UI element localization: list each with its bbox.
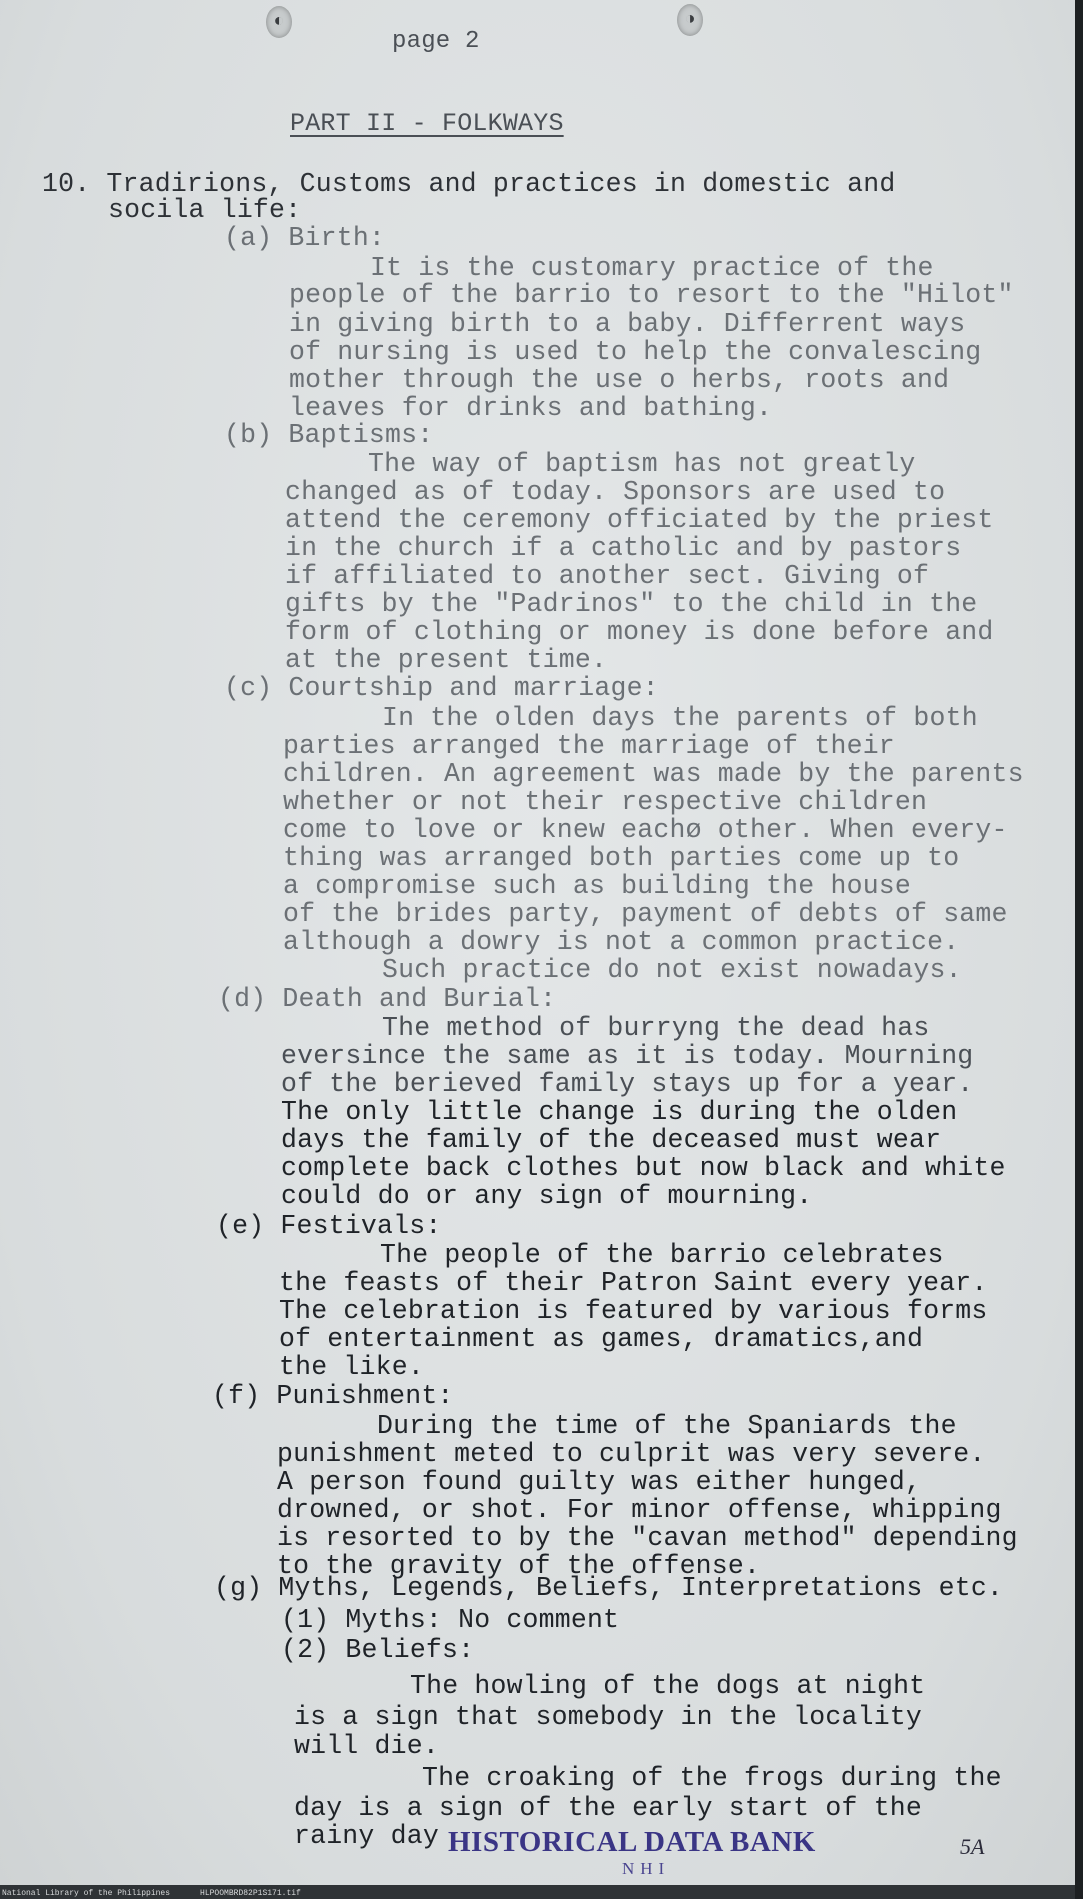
text-line: could do or any sign of mourning. — [281, 1181, 813, 1211]
text-line: A person found guilty was either hunged, — [277, 1467, 922, 1497]
text-line: The only little change is during the olden — [281, 1097, 958, 1127]
text-line: The celebration is featured by various forms — [279, 1296, 988, 1326]
text-line: although a dowry is not a common practice. — [283, 927, 960, 957]
text-line: The croaking of the frogs during the — [422, 1763, 1002, 1793]
text-line: of the brides party, payment of debts of same — [283, 899, 1008, 929]
text-line: attend the ceremony officiated by the priest — [285, 505, 994, 535]
text-line: mother through the use o herbs, roots and — [289, 365, 950, 395]
text-line: is a sign that somebody in the locality — [294, 1702, 923, 1732]
text-line: whether or not their respective children — [283, 787, 928, 817]
page-title: PART II - FOLKWAYS — [290, 109, 564, 138]
text-line: changed as of today. Sponsors are used to — [285, 477, 946, 507]
text-line: in the church if a catholic and by pastors — [285, 533, 962, 563]
text-line: of the berieved family stays up for a year. — [281, 1069, 974, 1099]
footer-filename: HLPOOMBRD82P1S171.tif — [200, 1889, 301, 1898]
punch-hole-icon: ◐ — [266, 6, 292, 38]
archive-stamp: HISTORICAL DATA BANK — [448, 1826, 816, 1858]
text-line: at the present time. — [285, 645, 608, 675]
section-heading: (d) Death and Burial: — [218, 984, 557, 1014]
section-heading: (c) Courtship and marriage: — [224, 673, 659, 703]
text-line: The way of baptism has not greatly — [368, 449, 916, 479]
text-line: punishment meted to culprit was very severe. — [277, 1439, 986, 1469]
text-line: (1) Myths: No comment — [281, 1605, 620, 1635]
text-line: In the olden days the parents of both — [382, 703, 978, 733]
text-line: will die. — [294, 1731, 439, 1761]
text-line: 10. Tradirions, Customs and practices in domestic and — [42, 169, 896, 199]
text-line: Such practice do not exist nowadays. — [382, 955, 962, 985]
text-line: of entertainment as games, dramatics,and — [279, 1324, 924, 1354]
text-line: drowned, or shot. For minor offense, whipping — [277, 1495, 1002, 1525]
text-line: in giving birth to a baby. Differrent ways — [289, 309, 966, 339]
text-line: form of clothing or money is done before and — [285, 617, 994, 647]
text-line: of nursing is used to help the convalescing — [289, 337, 982, 367]
text-line: the like. — [279, 1352, 424, 1382]
text-line: parties arranged the marriage of their — [283, 731, 895, 761]
text-line: (2) Beliefs: — [281, 1635, 475, 1665]
text-line: thing was arranged both parties come up to — [283, 843, 960, 873]
section-heading: (f) Punishment: — [212, 1381, 454, 1411]
page-label: page 2 — [392, 28, 480, 55]
punch-hole-icon: ◑ — [677, 4, 703, 36]
text-line: children. An agreement was made by the parents — [283, 759, 1024, 789]
text-line: a compromise such as building the house — [283, 871, 912, 901]
text-line: if affiliated to another sect. Giving of — [285, 561, 930, 591]
scan-footer — [2, 1889, 331, 1898]
text-line: gifts by the "Padrinos" to the child in the — [285, 589, 978, 619]
text-line: leaves for drinks and bathing. — [289, 393, 773, 423]
handwritten-mark: 5A — [960, 1834, 985, 1859]
text-line: eversince the same as it is today. Mourning — [281, 1041, 974, 1071]
text-line: day is a sign of the early start of the — [294, 1793, 923, 1823]
section-heading: (g) Myths, Legends, Beliefs, Interpretations etc. — [214, 1573, 1004, 1603]
text-line: The howling of the dogs at night — [410, 1671, 926, 1701]
text-line: socila life: — [108, 195, 302, 225]
text-line: It is the customary practice of the — [370, 253, 934, 283]
archive-stamp-sub: NHI — [622, 1859, 671, 1878]
section-heading: (a) Birth: — [224, 223, 386, 253]
text-line: to the gravity of the offense. — [277, 1551, 761, 1581]
text-line: The method of burryng the dead has — [382, 1013, 930, 1043]
scan-edge — [1075, 0, 1083, 1899]
footer-source: National Library of the Philippines — [2, 1889, 171, 1898]
section-heading: (b) Baptisms: — [224, 420, 434, 450]
text-line: rainy day — [294, 1821, 439, 1851]
text-line: come to love or knew eachø other. When every- — [283, 815, 1008, 845]
text-line: the feasts of their Patron Saint every year. — [279, 1268, 988, 1298]
text-line: During the time of the Spaniards the — [377, 1411, 957, 1441]
section-heading: (e) Festivals: — [216, 1211, 442, 1241]
text-line: is resorted to by the "cavan method" depending — [277, 1523, 1018, 1553]
text-line: people of the barrio to resort to the "Hilot" — [289, 280, 1014, 310]
text-line: complete back clothes but now black and white — [281, 1153, 1006, 1183]
text-line: days the family of the deceased must wear — [281, 1125, 942, 1155]
text-line: The people of the barrio celebrates — [380, 1240, 944, 1270]
